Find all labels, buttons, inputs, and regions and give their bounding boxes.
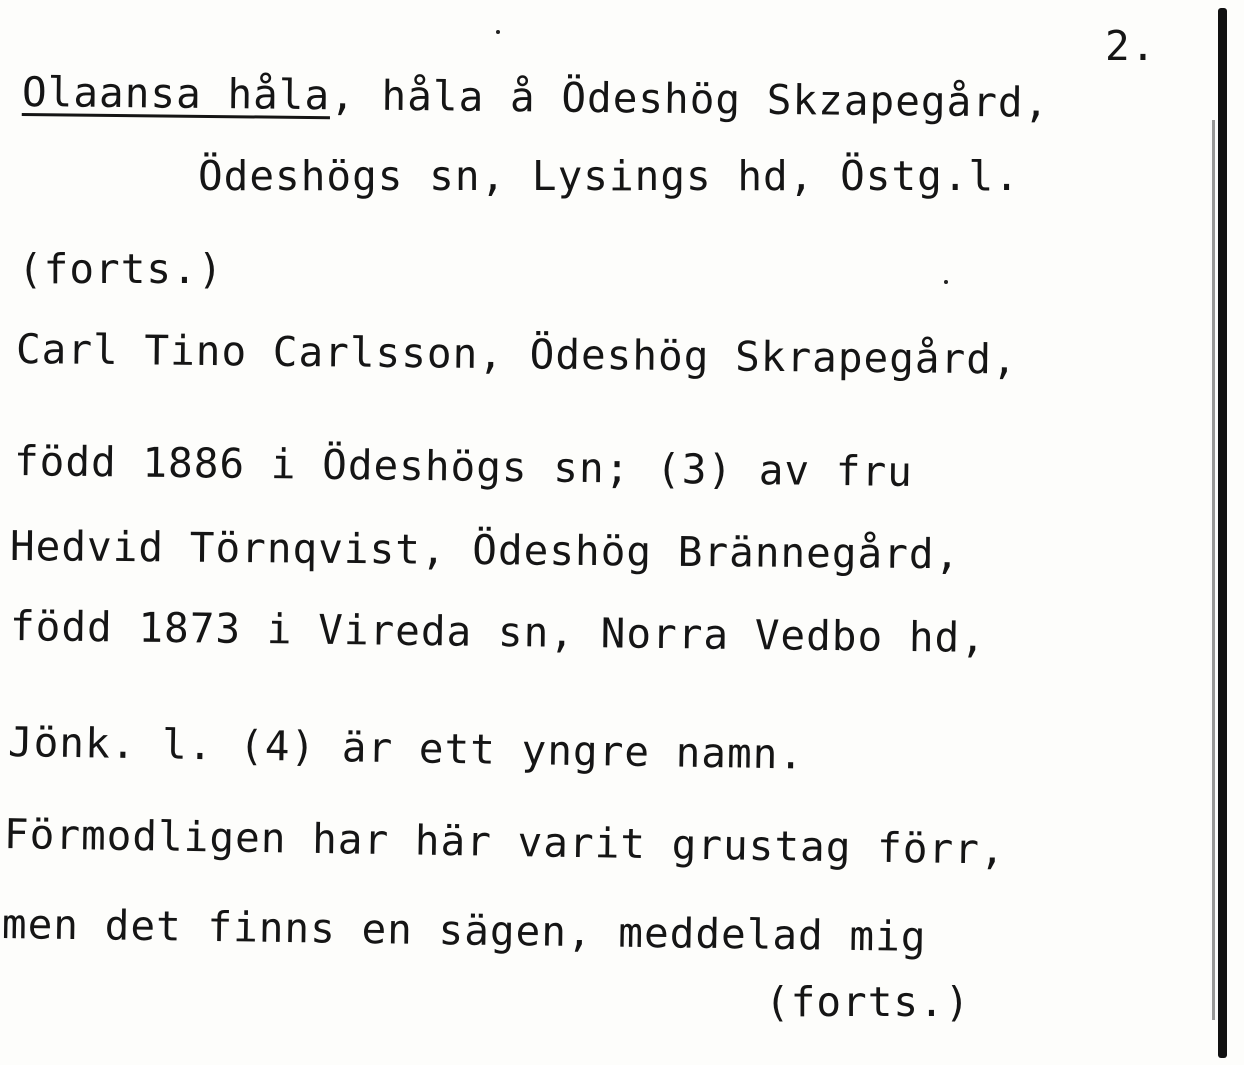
place-name-title: Olaansa håla (21, 68, 331, 120)
body-line-gravel: Förmodligen har här varit grustag förr, (3, 810, 1006, 874)
body-line-name-note: Jönk. l. (4) är ett yngre namn. (7, 718, 805, 779)
page-number: 2. (1105, 22, 1157, 70)
continued-footer: (forts.) (765, 978, 971, 1026)
continued-note: (forts.) (18, 245, 224, 293)
body-line-legend: men det finns en sägen, meddelad mig (1, 900, 927, 961)
location-line: Ödeshögs sn, Lysings hd, Östg.l. (198, 152, 1020, 200)
heading-line (22, 68, 1050, 127)
card-edge-line (1212, 120, 1215, 1020)
ink-speck (496, 30, 500, 34)
heading-rest: , håla å Ödeshög Skzapegård, (329, 71, 1050, 127)
body-line-birth: född 1886 i Ödeshögs sn; (3) av fru (13, 437, 914, 496)
ink-speck (944, 280, 948, 284)
body-line-informant: Carl Tino Carlsson, Ödeshög Skrapegård, (15, 325, 1018, 384)
card-edge-shadow (1218, 8, 1227, 1058)
body-line-second-birth: född 1873 i Vireda sn, Norra Vedbo hd, (9, 602, 987, 662)
body-line-second-informant: Hedvid Törnqvist, Ödeshög Brännegård, (9, 522, 961, 579)
